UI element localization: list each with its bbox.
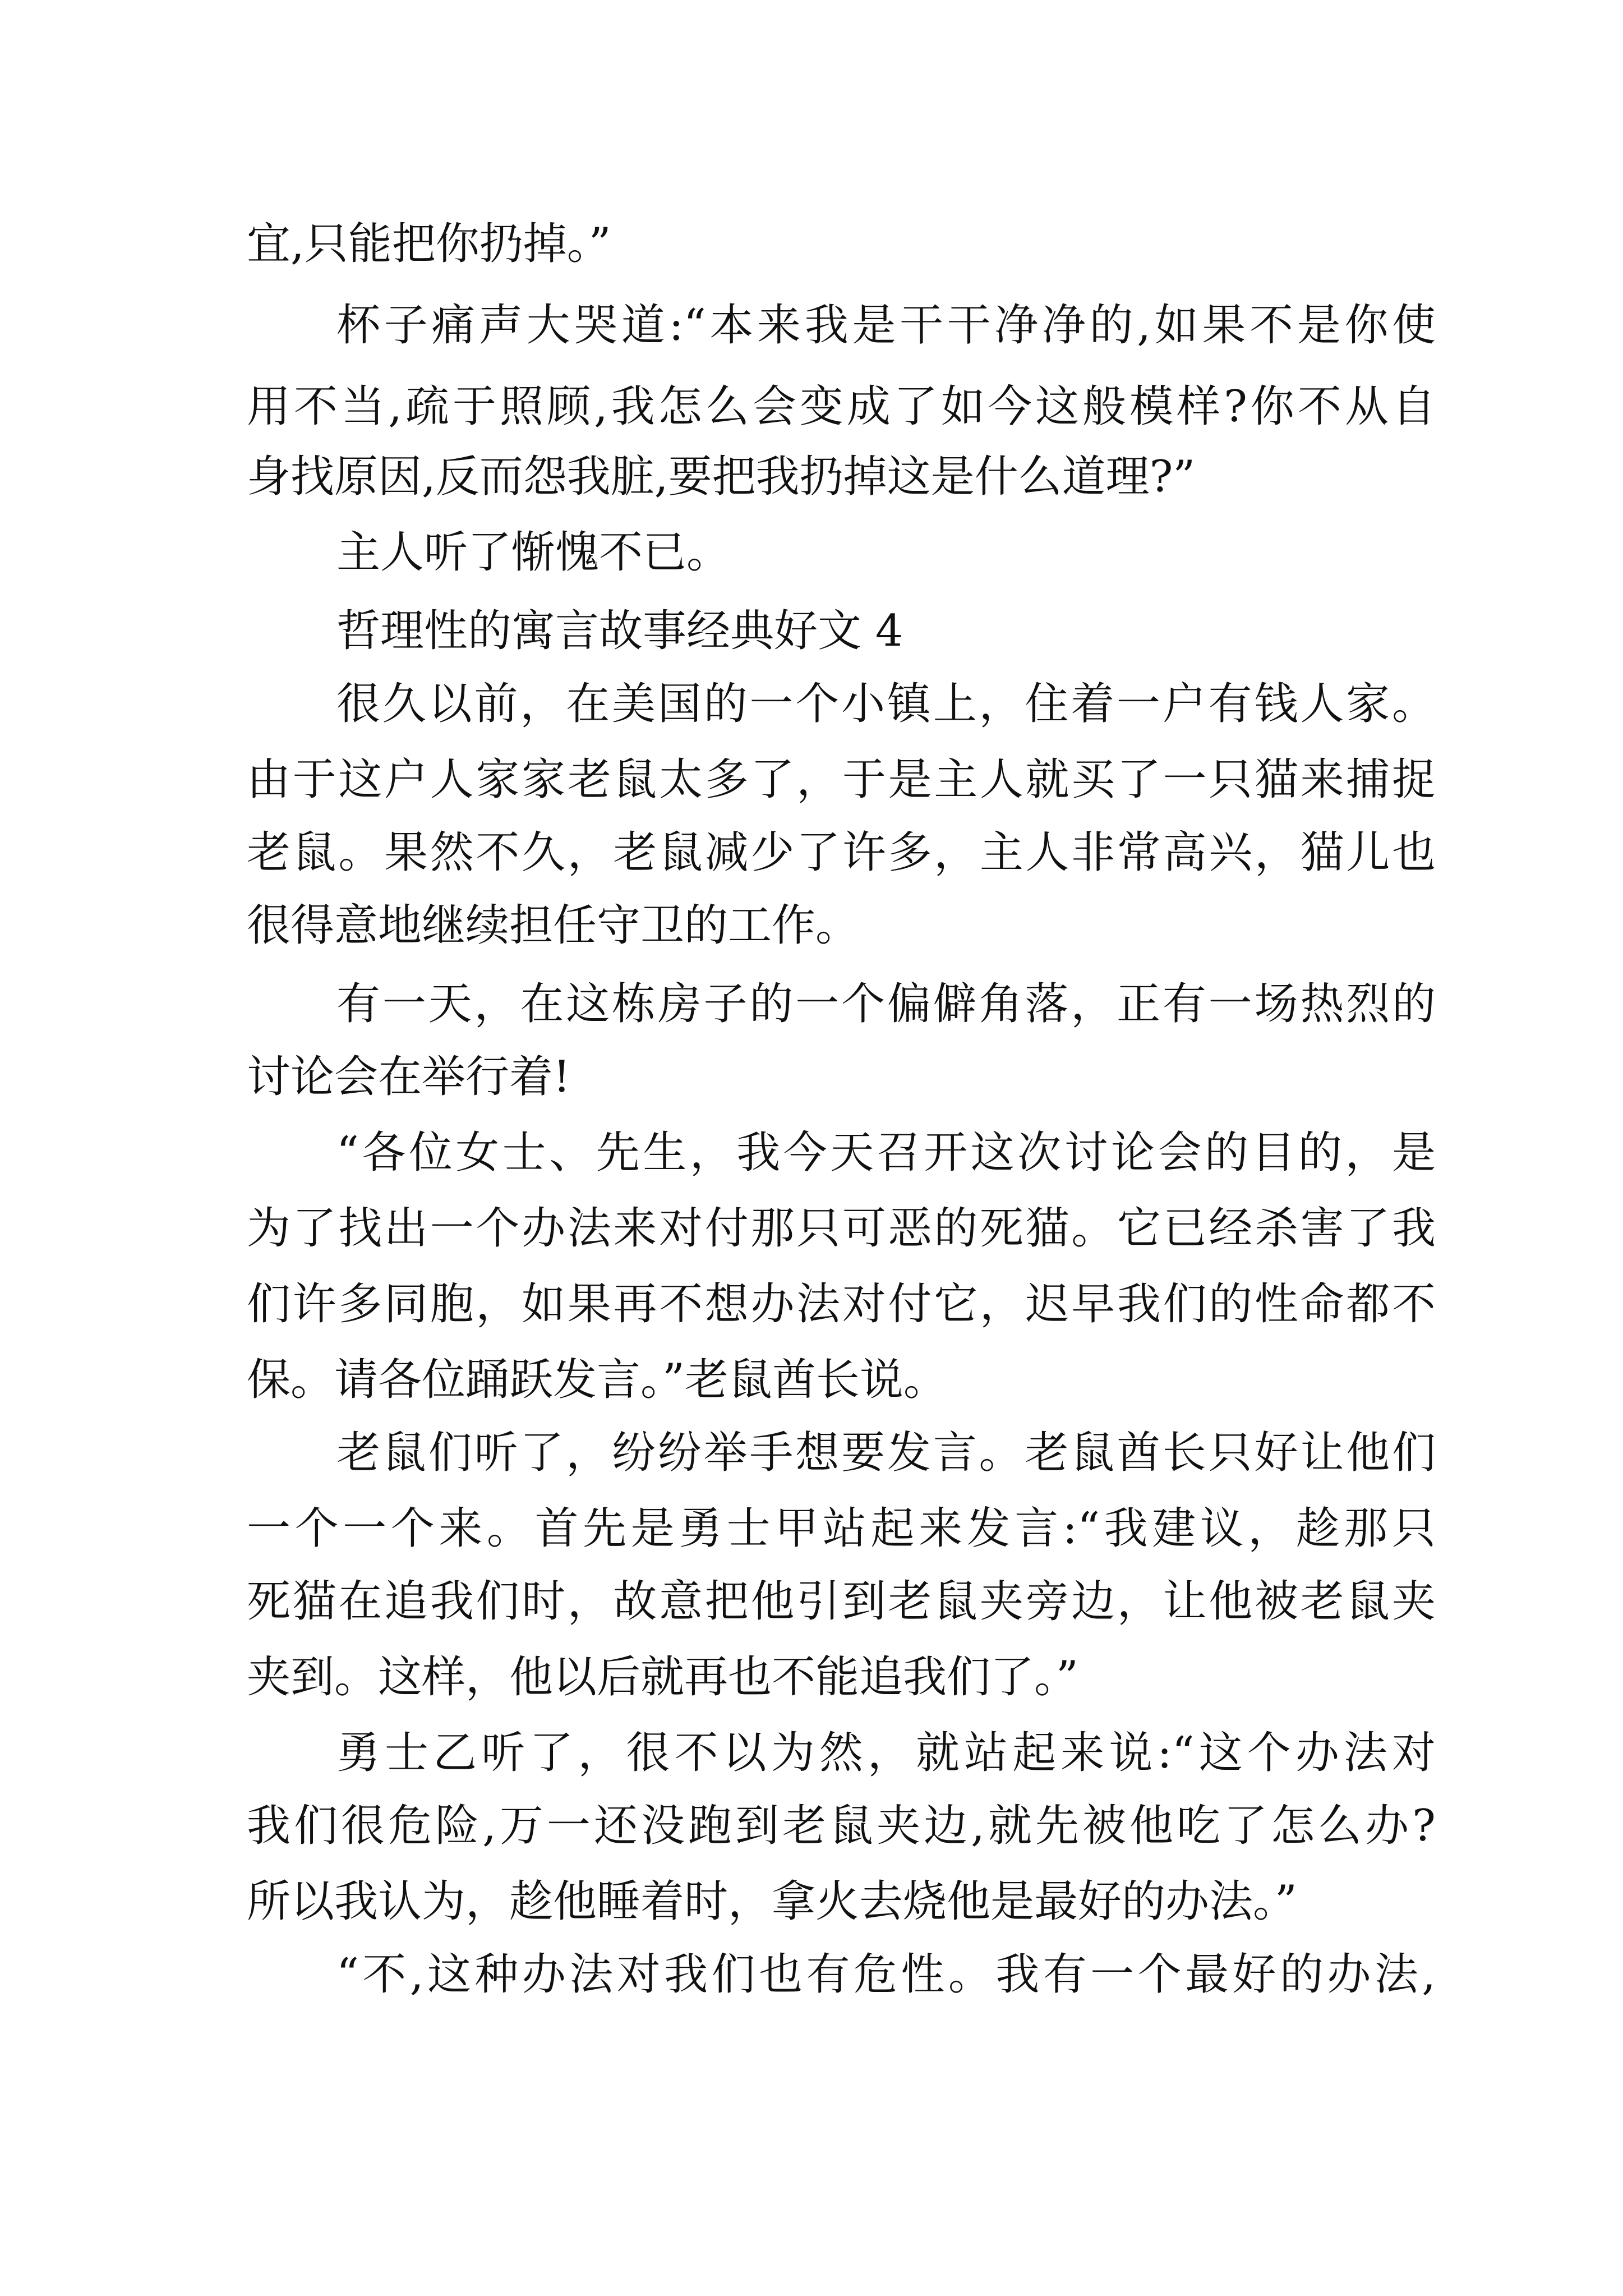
text-line: “各位女士、先生，我今天召开这次讨论会的目的，是 [336,1128,1436,1178]
text-line: 身找原因,反而怨我脏,要把我扔掉这是什么道理?” [247,452,1196,502]
text-line: “不,这种办法对我们也有危性。我有一个最好的办法, [336,1949,1436,2000]
text-line: 由于这户人家家老鼠太多了，于是主人就买了一只猫来捕捉 [247,754,1436,805]
text-line: 宜,只能把你扔掉。” [247,219,611,269]
text-line: 保。请各位踊跃发言。”老鼠酋长说。 [247,1355,947,1405]
text-line: 老鼠。果然不久，老鼠减少了许多，主人非常高兴，猫儿也 [247,827,1436,878]
text-line: 杯子痛声大哭道:“本来我是干干净净的,如果不是你使 [336,300,1436,351]
text-line: 为了找出一个办法来对付那只可恶的死猫。它已经杀害了我 [247,1203,1436,1254]
text-line: 夹到。这样，他以后就再也不能追我们了。” [247,1652,1078,1703]
text-line: 主人听了惭愧不已。 [336,527,731,578]
section-heading: 哲理性的寓言故事经典好文 4 [336,606,903,656]
text-line: 一个一个来。首先是勇士甲站起来发言:“我建议，趁那只 [247,1503,1436,1554]
text-line: 我们很危险,万一还没跑到老鼠夹边,就先被他吃了怎么办? [247,1801,1436,1851]
text-line: 很久以前，在美国的一个小镇上，住着一户有钱人家。 [336,679,1436,729]
text-line: 们许多同胞，如果再不想办法对付它，迟早我们的性命都不 [247,1279,1436,1329]
text-line: 有一天，在这栋房子的一个偏僻角落，正有一场热烈的 [336,979,1436,1029]
text-line: 很得意地继续担任守卫的工作。 [247,900,860,951]
text-line: 老鼠们听了，纷纷举手想要发言。老鼠酋长只好让他们 [336,1428,1436,1478]
text-line: 死猫在追我们时，故意把他引到老鼠夹旁边，让他被老鼠夹 [247,1576,1436,1627]
text-line: 勇士乙听了，很不以为然，就站起来说:“这个办法对 [336,1728,1436,1778]
text-line: 所以我认为，趁他睡着时，拿火去烧他是最好的办法。” [247,1876,1297,1927]
text-line: 讨论会在举行着! [247,1052,571,1102]
text-line: 用不当,疏于照顾,我怎么会变成了如今这般模样?你不从自 [247,381,1436,432]
